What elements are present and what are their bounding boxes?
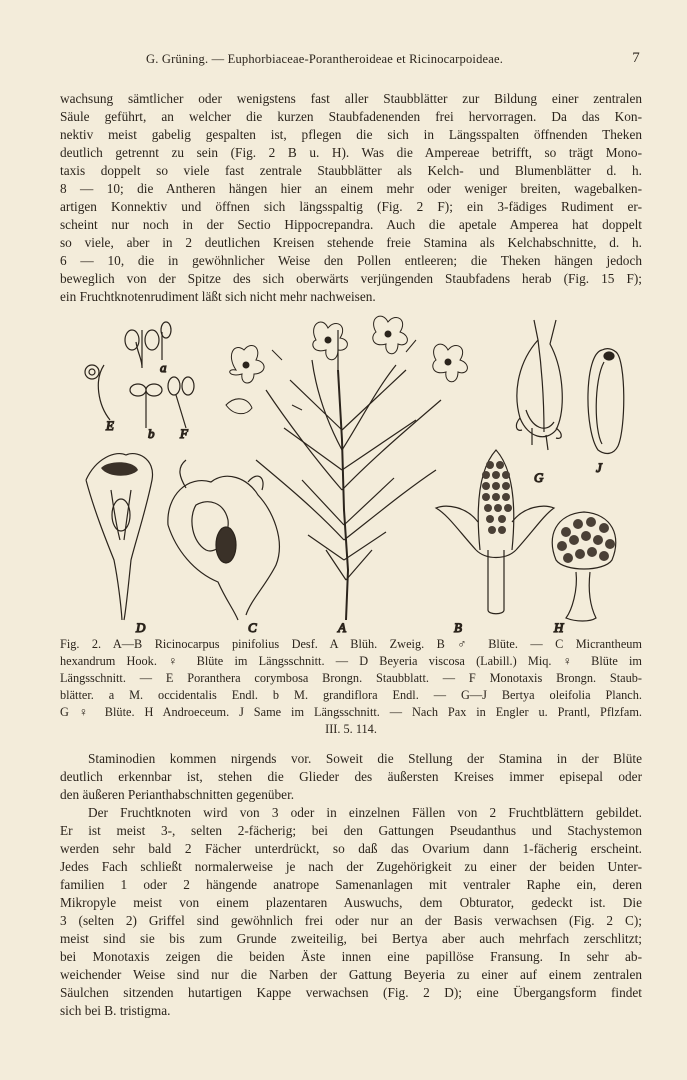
label-a-branch: A [338,620,346,635]
figure-caption [60,636,642,738]
text-line: wachsung sämtlicher oder wenigstens fast aller Staubblätter zur Bildung einer zentralen [60,91,642,106]
caption-line: Längsschnitt. — E Poranthera corymbosa Brongn. Staubblatt. — F Monotaxis Brongn. Staub- [60,671,642,685]
text-line: werden sehr bald 2 Fächer unterdrückt, so daß das Ovarium dann 1-fächerig erscheint. [60,841,642,856]
text-line: Säulchen sitzenden hutartigen Kappe verwachsen (Fig. 2 D); eine Übergangsform findet [60,985,642,1000]
paragraph-ovary [60,804,642,1020]
text-line: taxis doppelt so viele fast zentrale Staubblätter als Kelch- und Blumenblätter d. h. [60,163,642,178]
text-line: meist sind sie bis zum Grunde zweiteilig, bei Bertya aber auch mehrfach zerschlitzt; [60,931,642,946]
label-f: F [180,426,188,441]
label-a: a [160,360,167,375]
stamen-e-drawing [85,365,110,420]
text-line: 8 — 10; die Antheren hängen hier an einem mehr oder weniger breiten, wagebalken- [60,181,642,196]
paragraph-staminodes [60,750,642,804]
label-j: J [596,460,602,475]
text-line: 6 — 10, die in gewöhnlicher Weise den Pollen entleeren; die Theken hängen jedoch [60,253,642,268]
text-line: Jedes Fach schließt normalerweise je nach der Zugehörigkeit zu einer der beiden Unter- [60,859,642,874]
flower-c-drawing [168,460,280,620]
text-line: sich bei B. tristigma. [60,1003,171,1018]
caption-line: G ♀ Blüte. H Androeceum. J Same im Längsschnitt. — Nach Pax in Engler u. Prantl, Pflzfam. [60,705,642,719]
caption-line: Fig. 2. A—B Ricinocarpus pinifolius Desf. A Blüh. Zweig. B ♂ Blüte. — C Micrantheum [60,637,642,651]
text-line: Säule geführt, an welcher die kurzen Staubfadenenden frei hervorragen. Da das Kon- [60,109,642,124]
flower-g-drawing [516,320,562,450]
text-line: den äußeren Perianthabschnitten gegenüber. [60,787,295,802]
text-line: scheint nur noch in der Sectio Hippocrepandra. Auch die apetale Amperea hat doppelt [60,217,642,232]
paragraph-stamen-description [60,90,642,306]
stamen-b-f-drawing [130,377,194,428]
running-title: G. Grüning. — Euphorbiaceae-Porantheroideae et Ricinocarpoideae. [146,52,504,66]
androeceum-h-drawing [552,512,616,621]
label-e: E [106,418,114,433]
page-number: 7 [632,50,640,66]
text-line: so viele, aber in 2 deutlichen Kreisen stehende freie Stamina als Kelchabschnitte, d. h. [60,235,642,250]
text-line: 3 (selten 2) Griffel sind gewöhnlich frei oder nur an der Basis verwachsen (Fig. 2 C); [60,913,642,928]
label-d: D [136,620,146,635]
figure-illustration [76,310,636,635]
botanical-figure [76,310,636,635]
label-b: b [148,426,155,441]
label-h: H [554,620,564,635]
branch-a-drawing [226,316,467,620]
text-line: beweglich von der Spitze des sich oberwärts verjüngenden Staubfadens herab (Fig. 15 F); [60,271,642,286]
text-line: Er ist meist 3-, selten 2-fächerig; bei den Gattungen Pseudanthus und Stachystemon [60,823,642,838]
seed-j-drawing [588,349,624,454]
text-line: artigen Konnektiv und öffnen sich längsspaltig (Fig. 2 F); ein 3-fädiges Rudiment er- [60,199,642,214]
text-line: ein Fruchtknotenrudiment läßt sich nicht mehr nachweisen. [60,289,376,304]
text-line: familien 1 oder 2 hängende anatrope Samenanlagen mit ventraler Raphe ein, deren [60,877,642,892]
text-line: nektiv meist gabelig gespalten ist, pflegen die sich in Längsspalten öffnenden Theken [60,127,642,142]
label-b-flower: B [454,620,462,635]
caption-line: III. 5. 114. [325,722,377,736]
text-line: Staminodien kommen nirgends vor. Soweit die Stellung der Stamina in der Blüte [88,751,642,766]
label-c: C [248,620,257,635]
flower-d-drawing [86,454,153,620]
text-line: bei Monotaxis zeigen die beiden Äste innen eine papillöse Fransung. In sehr ab- [60,949,642,964]
text-line: deutlich erkennbar ist, stehen die Glieder des äußersten Kreises immer episepal oder [60,769,642,784]
caption-line: hexandrum Hook. ♀ Blüte im Längsschnitt. — D Beyeria viscosa (Labill.) Miq. ♀ Blüte im [60,654,642,668]
text-line: deutlich getrennt zu sein (Fig. 2 B u. H). Was die Ampereae betrifft, so trägt Mono- [60,145,642,160]
text-line: Der Fruchtknoten wird von 3 oder in einzelnen Fällen von 2 Fruchtblättern gebildet. [88,805,642,820]
text-line: weichender Weise sind nur die Narben der Gattung Beyeria zu einer auf einem zentralen [60,967,642,982]
label-g: G [534,470,544,485]
text-line: Mikropyle meist von einem plazentaren Auswuchs, dem Obturator, gedeckt ist. Die [60,895,642,910]
caption-line: blätter. a M. occidentalis Endl. b M. grandiflora Endl. — G—J Bertya oleifolia Planch. [60,688,642,702]
